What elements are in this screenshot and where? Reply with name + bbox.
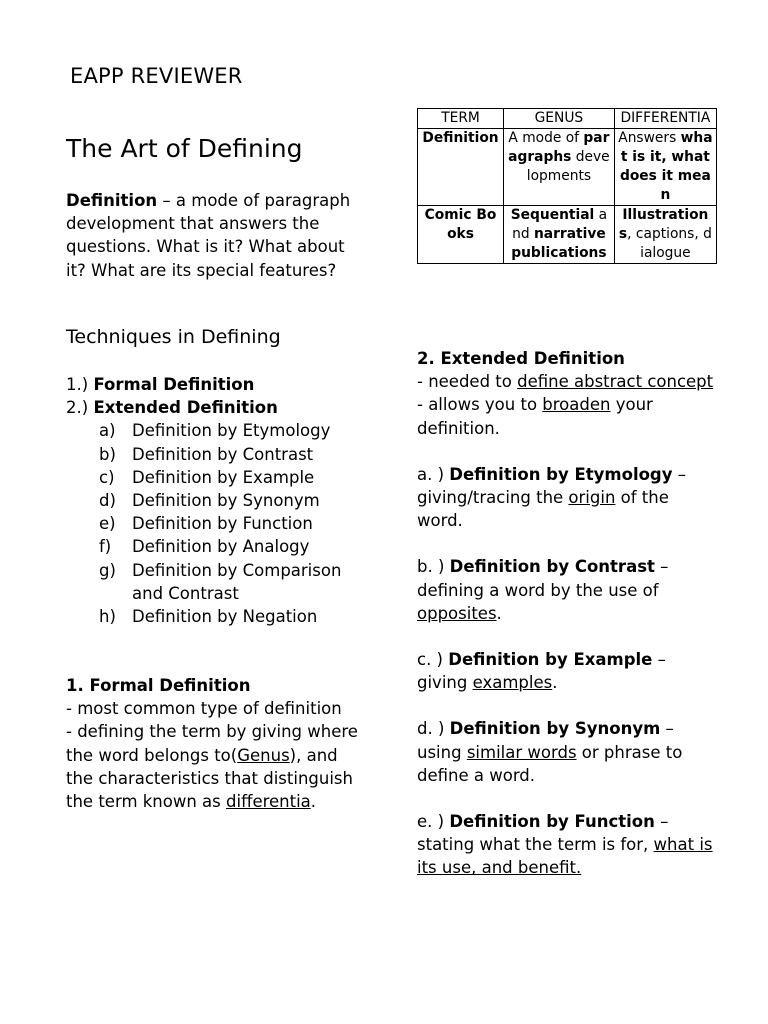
formal-definition-section bbox=[66, 674, 358, 813]
definition-text: – a mode of paragraph development that answers the questions. What is it? What about it? What are its special features? bbox=[66, 191, 351, 280]
technique-item-1: 1.) Formal Definition bbox=[66, 375, 255, 394]
techniques-list bbox=[66, 373, 386, 628]
column-header-term: TERM bbox=[418, 109, 504, 129]
table-cell-term: Definition bbox=[418, 129, 504, 206]
formal-line-2: - defining the term by giving where the word belongs to(Genus), and the characteristics that distinguish the term known as differentia. bbox=[66, 722, 358, 812]
extended-heading: 2. Extended Definition bbox=[417, 349, 625, 368]
right-column bbox=[417, 347, 715, 880]
definition-table bbox=[417, 108, 717, 264]
list-item: h) Definition by Negation bbox=[99, 607, 318, 627]
technique-item-2: 2.) Extended Definition bbox=[66, 398, 278, 418]
table-cell-term: Comic Books bbox=[418, 206, 504, 264]
list-item: e) Definition by Function bbox=[99, 514, 313, 534]
list-item: f) Definition by Analogy bbox=[99, 537, 310, 557]
example-paragraph: c. ) Definition by Example – giving examples. bbox=[417, 650, 666, 693]
column-header-differentia: DIFFERENTIA bbox=[614, 109, 716, 129]
table-cell-differentia: Answers what is it, what does it mean bbox=[614, 129, 716, 206]
list-item: g) Definition by Comparison and Contrast bbox=[99, 560, 342, 603]
definition-paragraph bbox=[66, 189, 366, 282]
extended-sublist bbox=[66, 419, 386, 628]
function-paragraph: e. ) Definition by Function – stating what the term is for, what is its use, and benefit. bbox=[417, 812, 713, 878]
extended-line-2: - allows you to broaden your definition. bbox=[417, 395, 653, 438]
formal-heading: 1. Formal Definition bbox=[66, 676, 251, 695]
synonym-paragraph: d. ) Definition by Synonym – using similar words or phrase to define a word. bbox=[417, 719, 683, 785]
list-item: c) Definition by Example bbox=[99, 467, 315, 487]
page-title: The Art of Defining bbox=[66, 134, 303, 163]
table-cell-genus: Sequential and narrative publications bbox=[504, 206, 615, 264]
list-item: b) Definition by Contrast bbox=[99, 444, 314, 464]
etymology-paragraph: a. ) Definition by Etymology – giving/tracing the origin of the word. bbox=[417, 464, 686, 531]
contrast-paragraph: b. ) Definition by Contrast – defining a word by the use of opposites. bbox=[417, 557, 669, 623]
techniques-heading: Techniques in Defining bbox=[66, 326, 281, 348]
list-item: a) Definition by Etymology bbox=[99, 421, 331, 441]
table-row bbox=[418, 206, 717, 264]
table-cell-genus: A mode of paragraphs developments bbox=[504, 129, 615, 206]
column-header-genus: GENUS bbox=[504, 109, 615, 129]
table-cell-differentia: Illustrations, captions, dialogue bbox=[614, 206, 716, 264]
page-header: EAPP REVIEWER bbox=[70, 64, 243, 88]
extended-line-1: - needed to define abstract concept bbox=[417, 372, 714, 392]
table-row bbox=[418, 129, 717, 206]
definition-term: Definition bbox=[66, 191, 158, 210]
table-header-row bbox=[418, 109, 717, 129]
list-item: d) Definition by Synonym bbox=[99, 491, 320, 511]
formal-line-1: - most common type of definition bbox=[66, 699, 342, 719]
